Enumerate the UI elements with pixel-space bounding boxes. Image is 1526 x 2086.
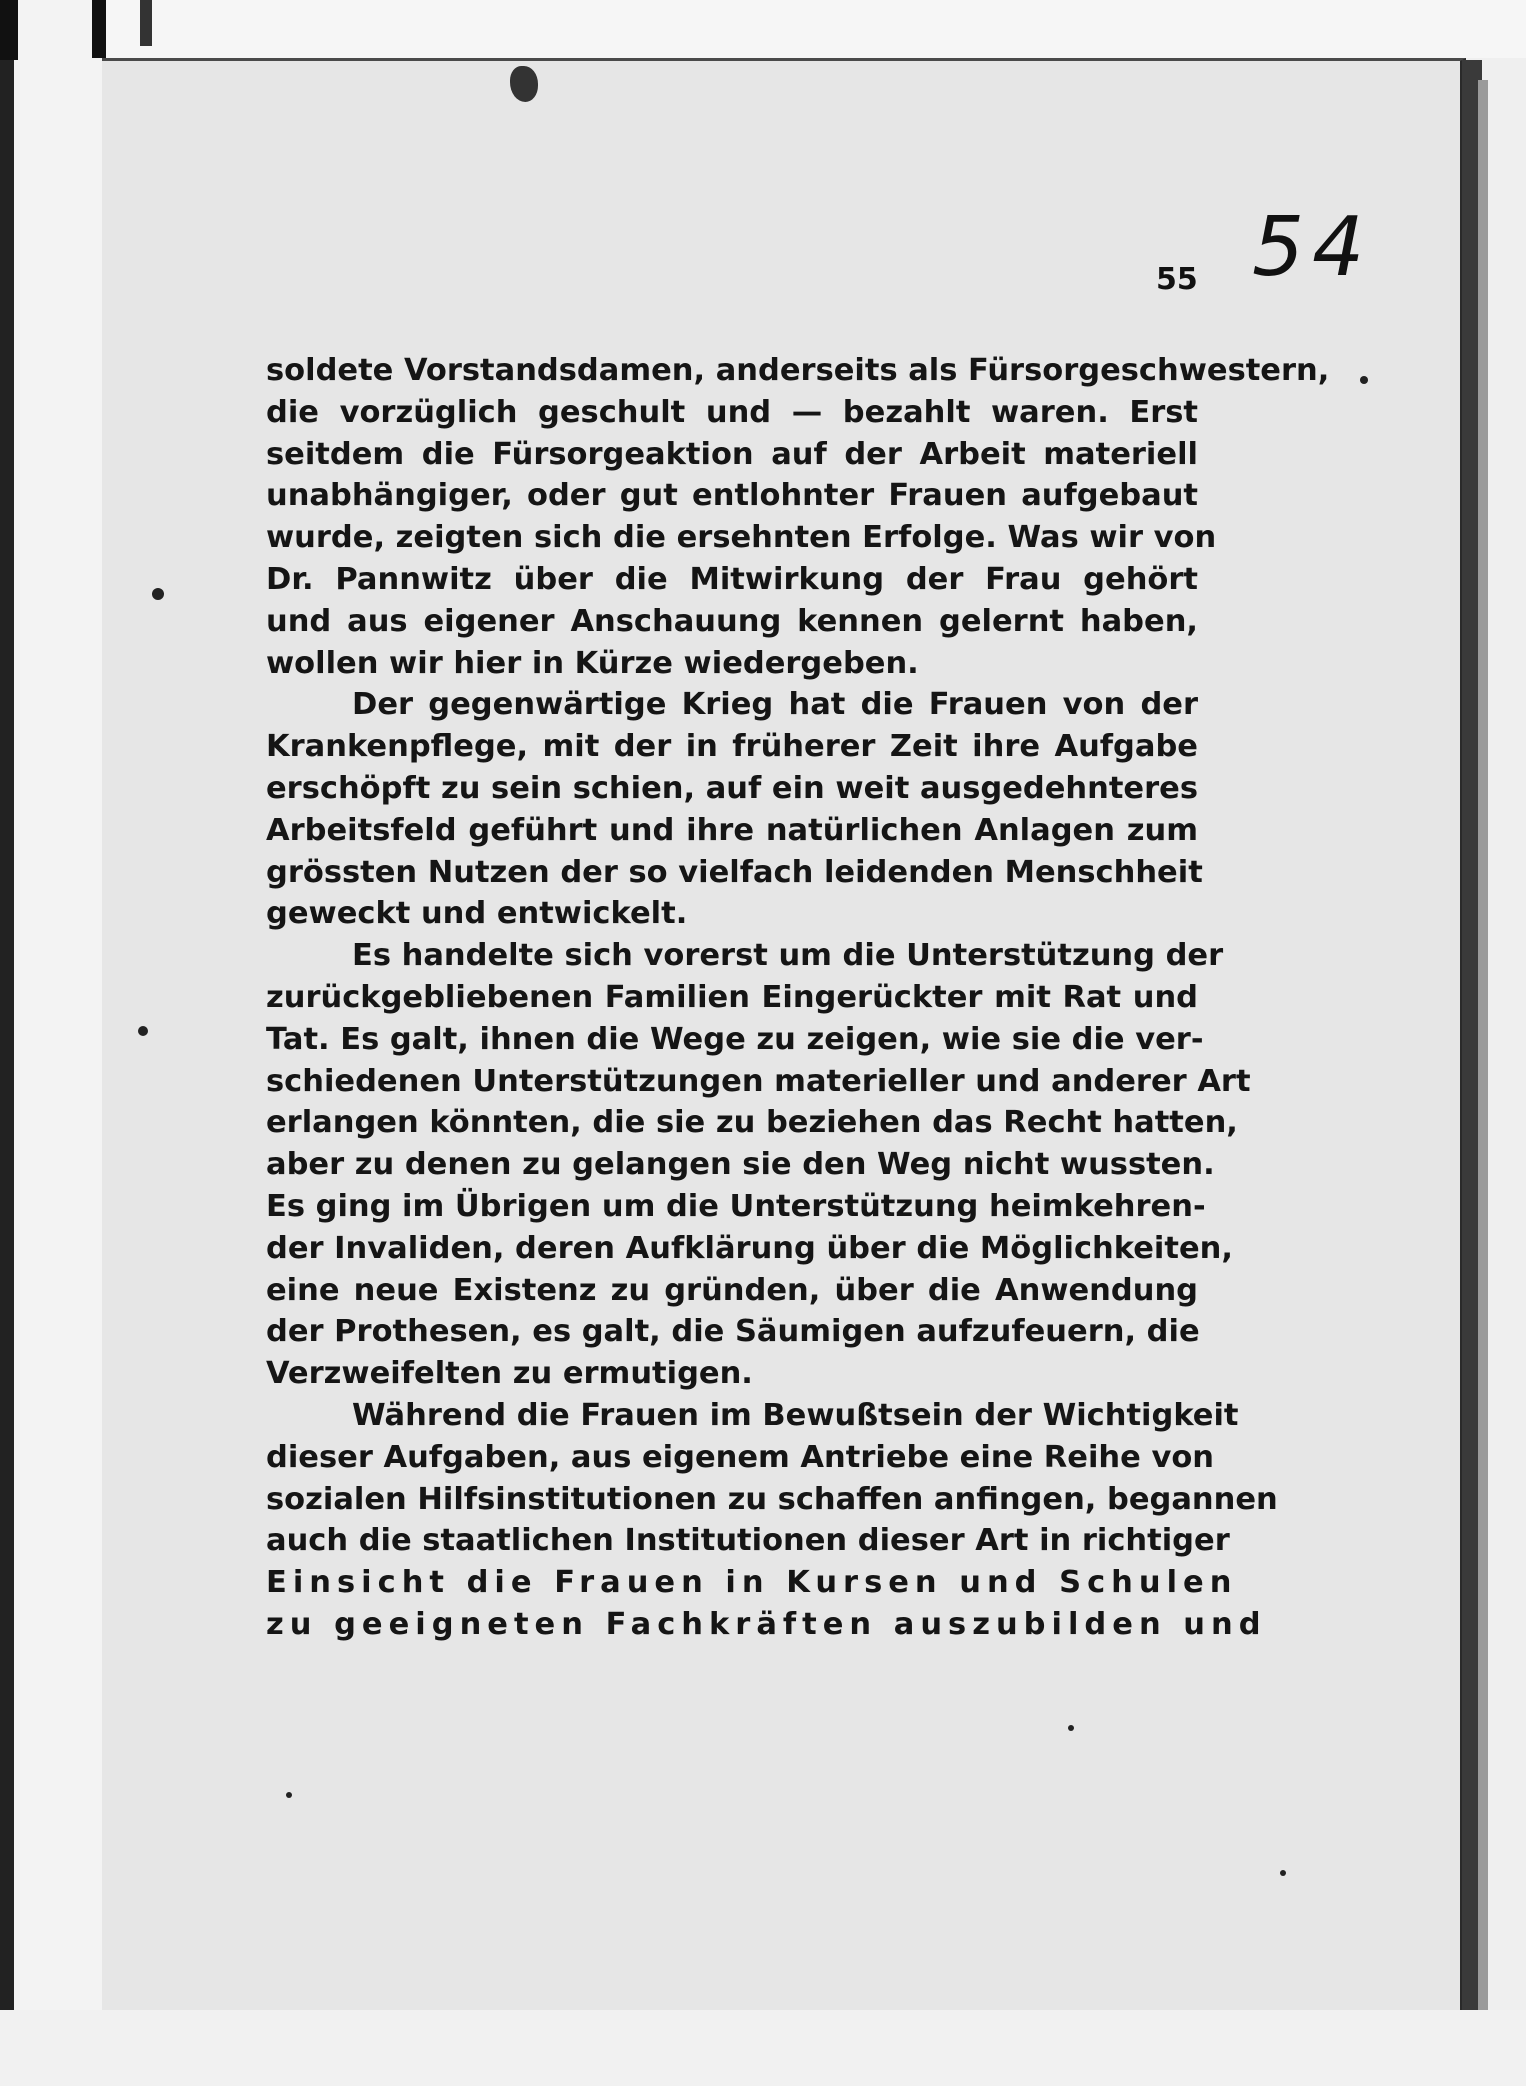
text-line: unabhängiger, oder gut entlohnter Frauen aufgebaut	[266, 478, 1198, 514]
text-line: Verzweifelten zu ermutigen.	[266, 1356, 753, 1392]
scan-speck	[1360, 376, 1368, 384]
scan-speck	[286, 1792, 292, 1798]
text-line: auch die staatlichen Institutionen dieser Art in richtiger	[266, 1523, 1230, 1559]
facing-page-edge	[0, 0, 106, 2086]
text-line: Es handelte sich vorerst um die Unterstützung der	[352, 938, 1224, 974]
text-line: Einsicht die Frauen in Kursen und Schulen	[266, 1565, 1238, 1601]
text-line: zu geeigneten Fachkräften auszubilden und	[266, 1606, 1267, 1642]
scan-speck	[138, 1026, 148, 1036]
text-line: die vorzüglich geschult und — bezahlt waren. Erst	[266, 394, 1198, 430]
scan-speck	[1068, 1725, 1074, 1731]
scan-artifact	[0, 0, 18, 60]
text-line: erschöpft zu sein schien, auf ein weit ausgedehnteres	[266, 770, 1198, 806]
scan-artifact	[92, 0, 106, 58]
text-line: geweckt und entwickelt.	[266, 896, 688, 932]
text-line: grössten Nutzen der so vielfach leidenden Menschheit	[266, 854, 1203, 890]
page-edge-shadow	[1478, 80, 1488, 2020]
text-line: Arbeitsfeld geführt und ihre natürlichen Anlagen zum	[266, 812, 1198, 848]
text-line: Während die Frauen im Bewußtsein der Wichtigkeit	[352, 1397, 1239, 1433]
binding-mark	[510, 66, 538, 102]
text-line: und aus eigener Anschauung kennen gelernt haben,	[266, 603, 1198, 639]
text-line: erlangen könnten, die sie zu beziehen das Recht hatten,	[266, 1105, 1238, 1141]
text-line: der Prothesen, es galt, die Säumigen aufzufeuern, die	[266, 1314, 1200, 1350]
text-line: Es ging im Übrigen um die Unterstützung heimkehren-	[266, 1188, 1206, 1224]
scan-bottom-margin	[0, 2010, 1526, 2086]
text-line: seitdem die Fürsorgeaktion auf der Arbeit materiell	[266, 436, 1198, 472]
text-line: wurde, zeigten sich die ersehnten Erfolge. Was wir von	[266, 520, 1217, 556]
scan-left-border	[0, 0, 14, 2086]
text-line: Der gegenwärtige Krieg hat die Frauen von der	[352, 687, 1198, 723]
handwritten-archive-number: 54	[1252, 200, 1373, 295]
text-line: dieser Aufgaben, aus eigenem Antriebe eine Reihe von	[266, 1439, 1215, 1475]
text-line: eine neue Existenz zu gründen, über die Anwendung	[266, 1272, 1198, 1308]
text-line: schiedenen Unterstützungen materieller und anderer Art	[266, 1063, 1251, 1099]
text-line: Dr. Pannwitz über die Mitwirkung der Frau gehört	[266, 561, 1198, 597]
scan-speck	[152, 588, 164, 600]
text-line: zurückgebliebenen Familien Eingerückter mit Rat und	[266, 979, 1198, 1015]
text-line: soldete Vorstandsdamen, anderseits als Fürsorgeschwestern,	[266, 353, 1330, 388]
scan-speck	[1280, 1870, 1286, 1876]
page-number: 55	[1156, 262, 1198, 297]
scan-artifact	[140, 0, 152, 46]
text-line: Krankenpflege, mit der in früherer Zeit ihre Aufgabe	[266, 729, 1198, 765]
text-line: sozialen Hilfsinstitutionen zu schaffen anfingen, begannen	[266, 1481, 1278, 1517]
text-line: wollen wir hier in Kürze wiedergeben.	[266, 645, 919, 681]
body-text	[266, 350, 1330, 1646]
scan-top-margin	[0, 0, 1526, 58]
text-line: Tat. Es galt, ihnen die Wege zu zeigen, wie sie die ver-	[266, 1021, 1204, 1057]
text-line: aber zu denen zu gelangen sie den Weg nicht wussten.	[266, 1147, 1215, 1183]
text-line: der Invaliden, deren Aufklärung über die Möglichkeiten,	[266, 1230, 1233, 1266]
